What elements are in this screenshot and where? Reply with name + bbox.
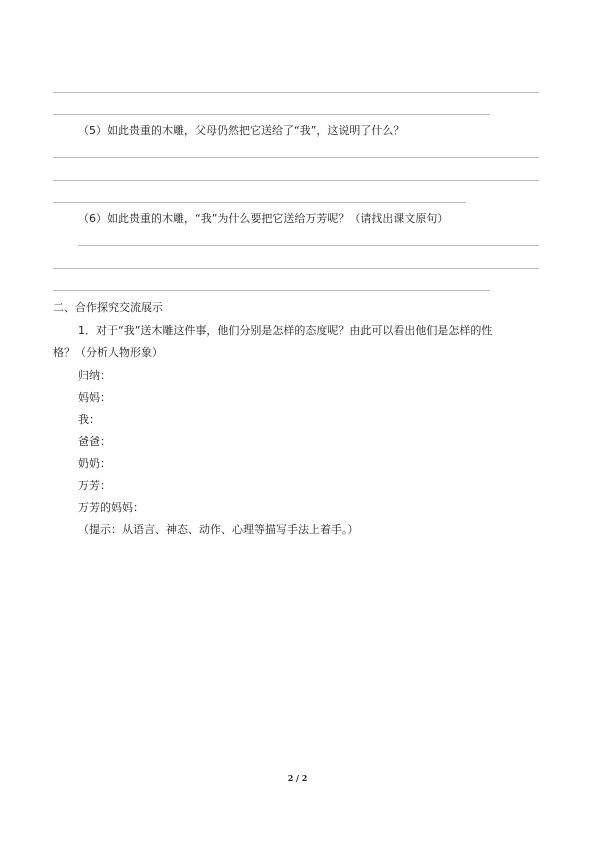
page-number: 2 / 2 xyxy=(287,773,308,783)
character-label-wanfang: 万芳： xyxy=(78,479,111,492)
answer-line xyxy=(53,92,539,93)
section-question-line-1: 1．对于“我”送木雕这件事，他们分别是怎样的态度呢？由此可以看出他们是怎样的性 xyxy=(78,324,493,337)
character-label-dad: 爸爸： xyxy=(78,435,111,448)
section-heading: 二、合作探究交流展示 xyxy=(53,301,163,314)
answer-line xyxy=(53,114,490,115)
question-6: （6）如此贵重的木雕，“我”为什么要把它送给万芳呢？（请找出课文原句） xyxy=(78,212,449,225)
character-label-summary: 归纳： xyxy=(78,369,111,382)
answer-line xyxy=(53,290,490,291)
character-label-grandma: 奶奶： xyxy=(78,457,111,470)
answer-line xyxy=(78,245,539,246)
answer-line xyxy=(53,180,539,181)
character-label-mom: 妈妈： xyxy=(78,391,111,404)
hint-text: （提示：从语言、神态、动作、心理等描写手法上着手。） xyxy=(78,523,359,536)
answer-line xyxy=(53,202,466,203)
question-5: （5）如此贵重的木雕，父母仍然把它送给了“我”，这说明了什么？ xyxy=(78,124,405,137)
section-question-line-2: 格？（分析人物形象） xyxy=(53,346,163,359)
answer-line xyxy=(53,268,539,269)
character-label-wanfang-mom: 万芳的妈妈： xyxy=(78,501,144,514)
character-label-me: 我： xyxy=(78,413,100,426)
answer-line xyxy=(53,157,539,158)
